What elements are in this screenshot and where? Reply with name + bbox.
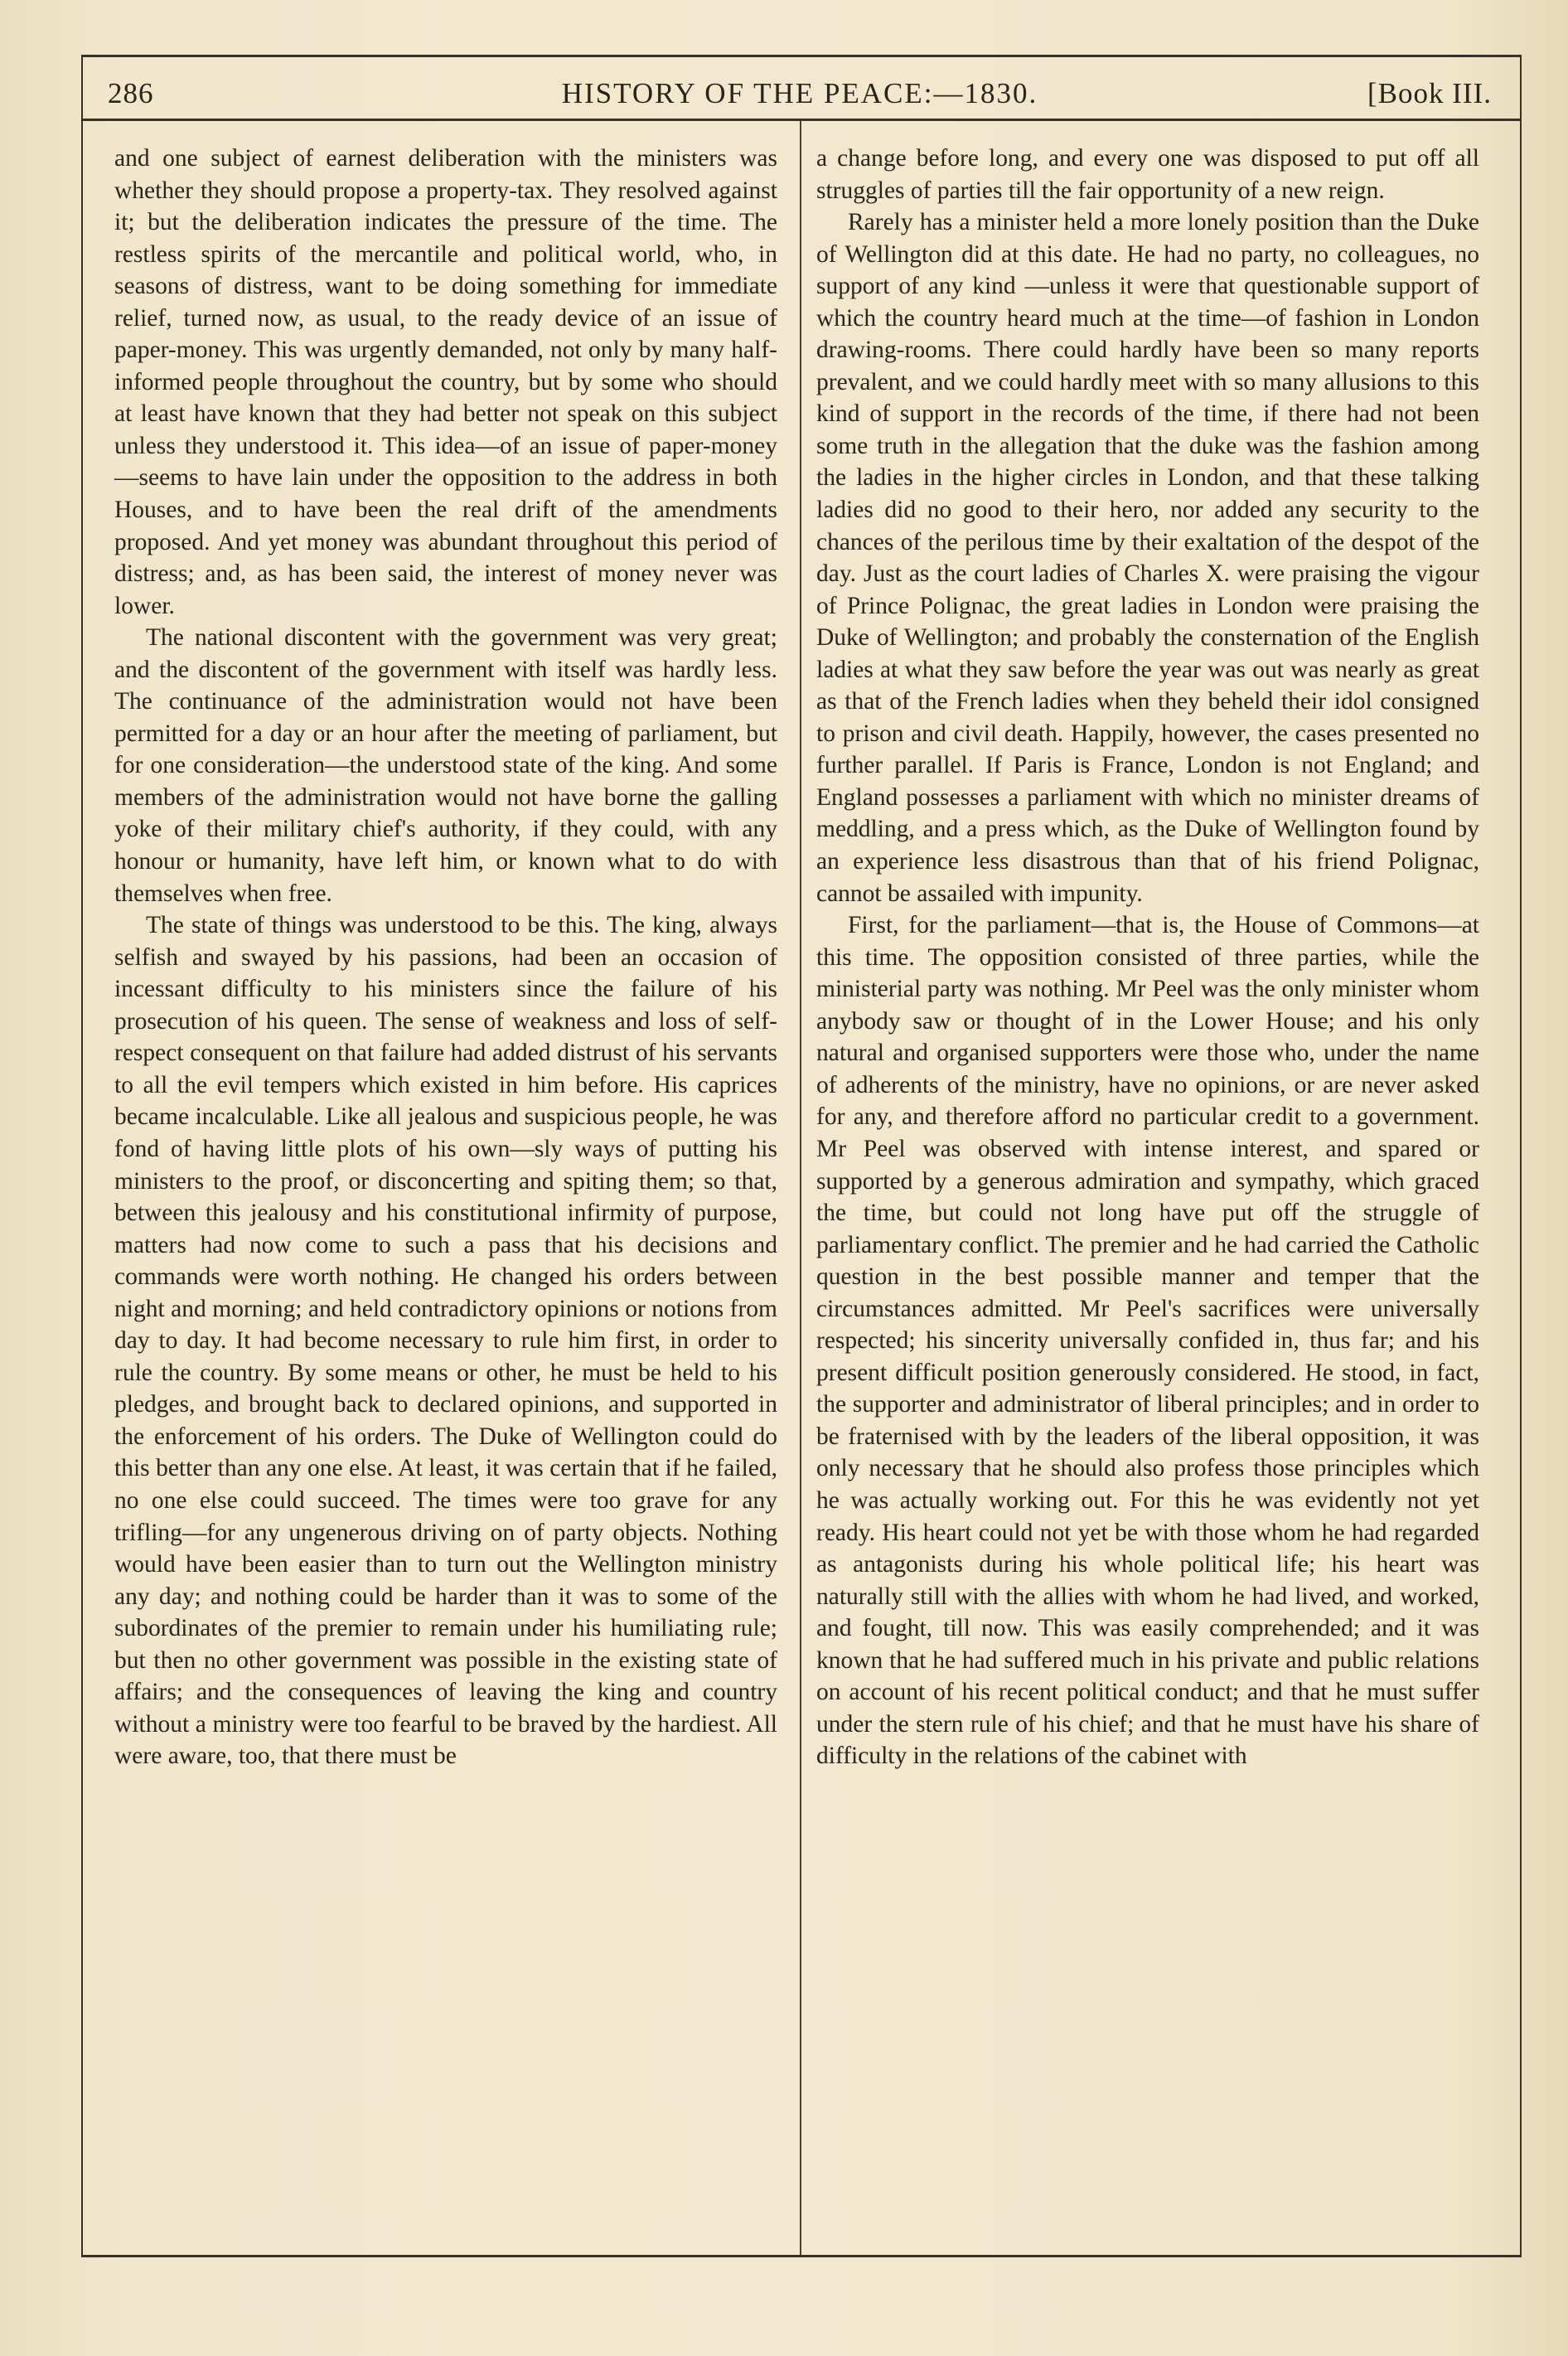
left-column: [114, 143, 777, 1772]
paragraph: First, for the parliament—that is, the House of Commons—at this time. The opposition consisted of three parties, while the ministerial party was nothing. Mr Peel was the only minister whom anybody saw or thought of in the Lower House; and his only natural and organised supporters were those who, under the name of adherents of the ministry, have no opinions, or are never asked for any, and therefore afford no particular credit to a government. Mr Peel was observed with intense interest, and spared or supported by a generous admiration and sympathy, which graced the time, but could not long have put off the struggle of parliamentary conflict. The premier and he had carried the Catholic question in the best possible manner and temper that the circumstances admitted. Mr Peel's sacrifices were universally respected; his sincerity universally confided in, thus far; and his present difficult position generously considered. He stood, in fact, the supporter and administrator of liberal principles; and in order to be fraternised with by the leaders of the liberal opposition, it was only necessary that he should also profess those principles which he was actually working out. For this he was evidently not yet ready. His heart could not yet be with those whom he had regarded as antagonists during his whole political life; his heart was naturally still with the allies with whom he had lived, and worked, and fought, till now. This was easily comprehended; and it was known that he had suffered much in his private and public relations on account of his recent political conduct; and that he must suffer under the stern rule of his chief; and that he must have his share of difficulty in the relations of the cabinet with: [816, 912, 1479, 1770]
column-divider: [800, 120, 801, 2255]
paragraph: a change before long, and every one was disposed to put off all struggles of parties till the fair opportunity of a new reign.: [816, 145, 1479, 204]
bottom-border-rule: [81, 2255, 1522, 2257]
left-border-rule: [81, 55, 83, 2257]
right-border-rule: [1520, 55, 1522, 2257]
running-header: [108, 76, 1492, 111]
running-title: HISTORY OF THE PEACE:—1830.: [561, 77, 1038, 109]
right-column: [816, 143, 1479, 1772]
page-number: 286: [108, 77, 154, 109]
paragraph: and one subject of earnest deliberation with the ministers was whether they should propose a property-tax. They resolved against it; but the deliberation indicates the pressure of the time. The restless spirits of the mercantile and political world, who, in seasons of distress, want to be doing something for immediate relief, turned now, as usual, to the ready device of an issue of paper-money. This was urgently demanded, not only by many half-informed people throughout the country, but by some who should at least have known that they had better not speak on this subject unless they understood it. This idea—of an issue of paper-money —seems to have lain under the opposition to the address in both Houses, and to have been the real drift of the amendments proposed. And yet money was abundant throughout this period of distress; and, as has been said, the interest of money never was lower.: [114, 145, 777, 619]
book-label: [Book III.: [1367, 77, 1492, 109]
header-rule: [81, 119, 1522, 121]
top-border-rule: [81, 55, 1522, 57]
paragraph: The national discontent with the government was very great; and the discontent of the government with itself was hardly less. The continuance of the administration would not have been permitted for a day or an hour after the meeting of parliament, but for one consideration—the understood state of the king. And some members of the administration would not have borne the galling yoke of their military chief's authority, if they could, with any honour or humanity, have left him, or known what to do with themselves when free.: [114, 624, 777, 907]
paragraph: Rarely has a minister held a more lonely position than the Duke of Wellington did at this date. He had no party, no colleagues, no support of any kind —unless it were that questionable support of which the country heard much at the time—of fashion in London drawing-rooms. There could hardly have been so many reports prevalent, and we could hardly meet with so many allusions to this kind of support in the records of the time, if there had not been some truth in the allegation that the duke was the fashion among the ladies in the higher circles in London, and that these talking ladies did no good to their hero, nor added any security to the chances of the perilous time by their exaltation of the despot of the day. Just as the court ladies of Charles X. were praising the vigour of Prince Polignac, the great ladies in London were praising the Duke of Wellington; and probably the consternation of the English ladies at what they saw before the year was out was nearly as great as that of the French ladies when they beheld their idol consigned to prison and civil death. Happily, however, the cases presented no further parallel. If Paris is France, London is not England; and England possesses a parliament with which no minister dreams of meddling, and a press which, as the Duke of Wellington found by an experience less disastrous than that of his friend Polignac, cannot be assailed with impunity.: [816, 209, 1479, 907]
paragraph: The state of things was understood to be this. The king, always selfish and swayed by his passions, had been an occasion of incessant difficulty to his ministers since the failure of his prosecution of his queen. The sense of weakness and loss of self-respect consequent on that failure had added distrust of his servants to all the evil tempers which existed in him before. His caprices became incalculable. Like all jealous and suspicious people, he was fond of having little plots of his own—sly ways of putting his ministers to the proof, or disconcerting and spiting them; so that, between this jealousy and his constitutional infirmity of purpose, matters had now come to such a pass that his decisions and commands were worth nothing. He changed his orders between night and morning; and held contradictory opinions or notions from day to day. It had become necessary to rule him first, in order to rule the country. By some means or other, he must be held to his pledges, and brought back to declared opinions, and supported in the enforcement of his orders. The Duke of Wellington could do this better than any one else. At least, it was certain that if he failed, no one else could succeed. The times were too grave for any trifling—for any ungenerous driving on of party objects. Nothing would have been easier than to turn out the Wellington ministry any day; and nothing could be harder than it was to some of the subordinates of the premier to remain under his humiliating rule; but then no other government was possible in the existing state of affairs; and the consequences of leaving the king and country without a ministry were too fearful to be braved by the hardiest. All were aware, too, that there must be: [114, 912, 777, 1770]
